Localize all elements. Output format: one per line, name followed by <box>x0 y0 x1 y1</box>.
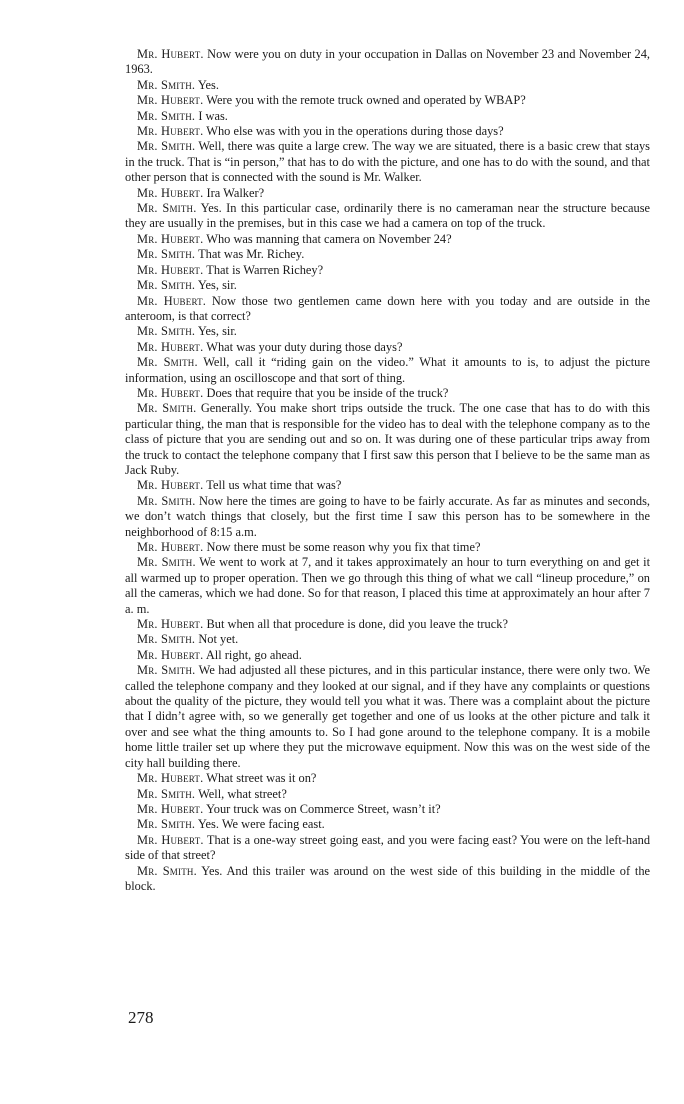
testimony-paragraph <box>125 186 650 201</box>
paragraph-text: Yes. In this particular case, ordinarily there is no cameraman near the structure because they are usually in the premises, but in this case we had a camera on top of the truck. <box>125 201 651 231</box>
speaker-label: Mr. Hubert. <box>137 540 204 554</box>
speaker-label: Mr. Hubert. <box>137 801 204 816</box>
testimony-paragraph <box>125 201 650 232</box>
testimony-paragraph <box>125 78 650 93</box>
testimony-paragraph <box>125 787 650 802</box>
speaker-label: Mr. Hubert. <box>137 339 204 354</box>
speaker-label: Mr. Hubert. <box>137 93 204 108</box>
paragraph-text: That is a one-way street going east, and you were facing east? You were on the left-hand side of that street? <box>125 832 651 863</box>
testimony-paragraph <box>125 833 650 864</box>
speaker-label: Mr. Smith. <box>137 493 196 508</box>
paragraph-text: What was your duty during those days? <box>206 339 403 354</box>
paragraph-text: Yes, sir. <box>197 324 237 339</box>
testimony-paragraph <box>125 648 650 663</box>
speaker-label: Mr. Hubert. <box>137 832 204 847</box>
speaker-label: Mr. Hubert. <box>137 262 204 277</box>
paragraph-text: Well, what street? <box>198 786 287 801</box>
testimony-paragraph <box>125 401 650 478</box>
paragraph-text: But when all that procedure is done, did you leave the truck? <box>206 617 508 632</box>
testimony-paragraph <box>125 355 650 386</box>
testimony-paragraph <box>125 663 650 771</box>
paragraph-text: Your truck was on Commerce Street, wasn’t it? <box>206 801 441 816</box>
testimony-paragraph <box>125 771 650 786</box>
speaker-label: Mr. Smith. <box>137 817 196 832</box>
testimony-paragraph <box>125 294 650 325</box>
speaker-label: Mr. Hubert. <box>137 293 207 308</box>
paragraph-text: Who else was with you in the operations during those days? <box>206 124 504 139</box>
paragraph-text: Tell us what time that was? <box>206 478 342 493</box>
testimony-paragraph <box>125 478 650 493</box>
paragraph-text: We went to work at 7, and it takes approximately an hour to turn everything on and get it all warmed up to proper operation. Then we go through this thing of what we call “lineup procedure,” on all the cameras, which we had done. So for that reason, I placed this time at approximately an hour after 7 a. m. <box>125 555 651 616</box>
speaker-label: Mr. Smith. <box>137 77 196 92</box>
speaker-label: Mr. Smith. <box>137 278 196 293</box>
speaker-label: Mr. Smith. <box>137 139 196 154</box>
paragraph-text: Well, there was quite a large crew. The way we are situated, there is a basic crew that stays in the truck. That is “in person,” that has to do with the picture, and one has to do with the sound, and that other person that is connected with the sound is Mr. Walker. <box>125 139 651 185</box>
speaker-label: Mr. Hubert. <box>137 478 204 493</box>
speaker-label: Mr. Hubert. <box>137 647 204 662</box>
testimony-paragraph <box>125 817 650 832</box>
paragraph-text: Now those two gentlemen came down here with you today and are outside in the anteroom, is that correct? <box>125 293 650 323</box>
page-number: 278 <box>128 1008 154 1027</box>
testimony-paragraph <box>125 540 650 555</box>
testimony-paragraph <box>125 802 650 817</box>
testimony-paragraph <box>125 109 650 124</box>
speaker-label: Mr. Smith. <box>137 401 197 416</box>
speaker-label: Mr. Smith. <box>137 555 196 570</box>
paragraph-text: Were you with the remote truck owned and operated by WBAP? <box>206 93 526 108</box>
paragraph-text: All right, go ahead. <box>205 647 302 662</box>
speaker-label: Mr. Hubert. <box>137 617 204 632</box>
paragraph-text: Generally. You make short trips outside the truck. The one case that has to do with this particular thing, the man that is responsible for the video has to deal with the telephone company as to the class of picture that you are sending out and so on. It was during one of these particular trips away from the truck to contact the telephone company that I first saw this person that I believe to be the same man as Jack Ruby. <box>125 401 650 477</box>
testimony-paragraph <box>125 139 650 185</box>
speaker-label: Mr. Smith. <box>137 201 197 216</box>
testimony-paragraph <box>125 263 650 278</box>
paragraph-text: Now here the times are going to have to be fairly accurate. As far as minutes and seconds, we don’t watch things that closely, but the first time I saw this person has to be somewhere in the neighborhood of 8:15 a.m. <box>125 493 650 539</box>
paragraph-text: Now there must be some reason why you fix that time? <box>206 540 481 554</box>
testimony-paragraph <box>125 232 650 247</box>
testimony-paragraph <box>125 278 650 293</box>
testimony-paragraph <box>125 47 650 78</box>
speaker-label: Mr. Smith. <box>137 786 196 801</box>
testimony-paragraph <box>125 555 650 617</box>
testimony-paragraph <box>125 324 650 339</box>
speaker-label: Mr. Smith. <box>137 863 197 878</box>
paragraph-text: Now were you on duty in your occupation in Dallas on November 23 and November 24, 1963. <box>125 47 650 77</box>
speaker-label: Mr. Smith. <box>137 355 198 370</box>
paragraph-text: What street was it on? <box>206 771 317 786</box>
speaker-label: Mr. Hubert. <box>137 185 204 200</box>
testimony-paragraph <box>125 617 650 632</box>
testimony-paragraph <box>125 386 650 401</box>
speaker-label: Mr. Smith. <box>137 324 196 339</box>
testimony-paragraph <box>125 93 650 108</box>
paragraph-text: Ira Walker? <box>206 185 265 200</box>
testimony-paragraph <box>125 124 650 139</box>
paragraph-text: Yes. We were facing east. <box>197 817 325 832</box>
paragraph-text: Yes. And this trailer was around on the west side of this building in the middle of the block. <box>125 863 651 893</box>
speaker-label: Mr. Hubert. <box>137 47 204 61</box>
paragraph-text: That was Mr. Richey. <box>198 247 305 262</box>
paragraph-text: I was. <box>198 108 228 123</box>
speaker-label: Mr. Hubert. <box>137 231 204 246</box>
testimony-paragraph <box>125 864 650 895</box>
paragraph-text: We had adjusted all these pictures, and in this particular instance, there were only two. We called the telephone company and they looked at our signal, and if they have any complaints or questions about the quality of the picture, they would tell you what it was. There was a complaint about the picture that I didn’t agree with, so we generally get together and one of us looks at the other picture and talk it over and see what the thing amounts to. So I had gone around to the telephone company. It is a mobile home little trailer set up where they put the microwave equipment. Now this was on the west side of the city hall building there. <box>125 663 650 770</box>
testimony-paragraph <box>125 340 650 355</box>
testimony-text <box>125 47 650 894</box>
testimony-paragraph <box>125 494 650 540</box>
speaker-label: Mr. Smith. <box>137 247 196 262</box>
paragraph-text: Yes, sir. <box>197 278 237 293</box>
paragraph-text: Does that require that you be inside of the truck? <box>206 385 449 400</box>
speaker-label: Mr. Hubert. <box>137 385 204 400</box>
paragraph-text: Yes. <box>197 77 219 92</box>
speaker-label: Mr. Hubert. <box>137 124 204 139</box>
paragraph-text: That is Warren Richey? <box>206 262 324 277</box>
testimony-paragraph <box>125 247 650 262</box>
speaker-label: Mr. Smith. <box>137 663 196 678</box>
testimony-paragraph <box>125 632 650 647</box>
paragraph-text: Well, call it “riding gain on the video.” What it amounts to is, to adjust the picture information, using an oscilloscope and that sort of thing. <box>125 355 651 385</box>
paragraph-text: Not yet. <box>198 632 239 647</box>
speaker-label: Mr. Smith. <box>137 108 196 123</box>
speaker-label: Mr. Hubert. <box>137 771 204 786</box>
speaker-label: Mr. Smith. <box>137 632 196 647</box>
paragraph-text: Who was manning that camera on November 24? <box>206 231 452 246</box>
